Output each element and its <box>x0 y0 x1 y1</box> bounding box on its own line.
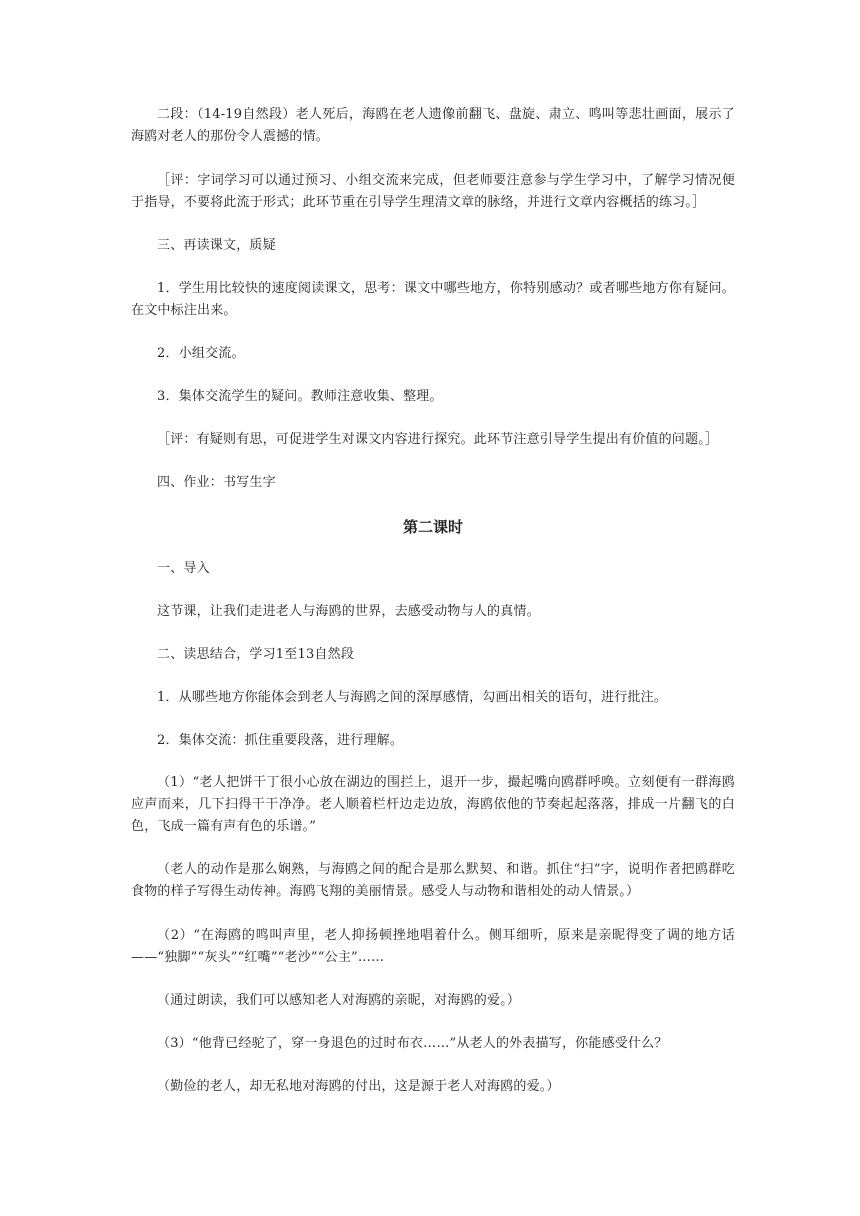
section-title-second-lesson: 第二课时 <box>402 518 463 536</box>
paragraph-quote-3: （3）“他背已经驼了，穿一身退色的过时布衣……”从老人的外表描写，你能感受什么？ <box>157 1036 668 1051</box>
paragraph-read-think-step-2: 2．集体交流：抓住重要段落，进行理解。 <box>157 733 404 748</box>
paragraph-quote-2: （2）“在海鸥的鸣叫声里，老人抑扬顿挫地唱着什么。侧耳细听，原来是亲昵得变了调的地方话——“独脚”“灰头”“红嘴”“老沙”“公主”…… <box>131 928 735 965</box>
paragraph-reread-step-2: 2．小组交流。 <box>157 346 245 361</box>
paragraph-intro-text: 这节课，让我们走进老人与海鸥的世界，去感受动物与人的真情。 <box>157 604 540 619</box>
paragraph-comment-questions: ［评：有疑则有思，可促进学生对课文内容进行探究。此环节注意引导学生提出有价值的问题。］ <box>157 432 719 447</box>
paragraph-quote-1: （1）“老人把饼干丁很小心放在湖边的围拦上，退开一步，撮起嘴向鸥群呼唤。立刻便有一群海鸥应声而来，几下扫得干干净净。老人顺着栏杆边走边放，海鸥依他的节奏起起落落，排成一片翻飞的白色，飞成一篇有声有色的乐谱。” <box>131 775 735 834</box>
paragraph-read-think-step-1: 1．从哪些地方你能体会到老人与海鸥之间的深厚感情，勾画出相关的语句，进行批注。 <box>157 690 668 705</box>
paragraph-intro-heading: 一、导入 <box>157 561 210 576</box>
paragraph-note-1: （老人的动作是那么娴熟，与海鸥之间的配合是那么默契、和谐。抓住“扫”字，说明作者把鸥群吃食物的样子写得生动传神。海鸥飞翔的美丽情景。感受人与动物和谐相处的动人情景。） <box>131 862 735 899</box>
paragraph-note-2: （通过朗读，我们可以感知老人对海鸥的亲昵，对海鸥的爱。） <box>157 993 521 1008</box>
paragraph-comment-vocabulary: ［评：字词学习可以通过预习、小组交流来完成，但老师要注意参与学生学习中，了解学习情况便于指导，不要将此流于形式；此环节重在引导学生理清文章的脉络，并进行文章内容概括的练习。］ <box>131 173 735 210</box>
paragraph-reread-step-3: 3．集体交流学生的疑问。教师注意收集、整理。 <box>157 389 443 404</box>
paragraph-note-3: （勤俭的老人，却无私地对海鸥的付出，这是源于老人对海鸥的爱。） <box>157 1079 560 1094</box>
paragraph-read-think-heading: 二、读思结合，学习1至13自然段 <box>157 647 355 662</box>
paragraph-reread-heading: 三、再读课文，质疑 <box>157 238 276 253</box>
paragraph-section-two-summary: 二段：（14-19自然段）老人死后，海鸥在老人遗像前翻飞、盘旋、肃立、鸣叫等悲壮画面，展示了海鸥对老人的那份令人震撼的情。 <box>131 107 735 144</box>
paragraph-homework: 四、作业：书写生字 <box>157 475 276 490</box>
paragraph-reread-step-1: 1．学生用比较快的速度阅读课文，思考：课文中哪些地方，你特别感动？或者哪些地方你有疑问。在文中标注出来。 <box>131 281 735 318</box>
